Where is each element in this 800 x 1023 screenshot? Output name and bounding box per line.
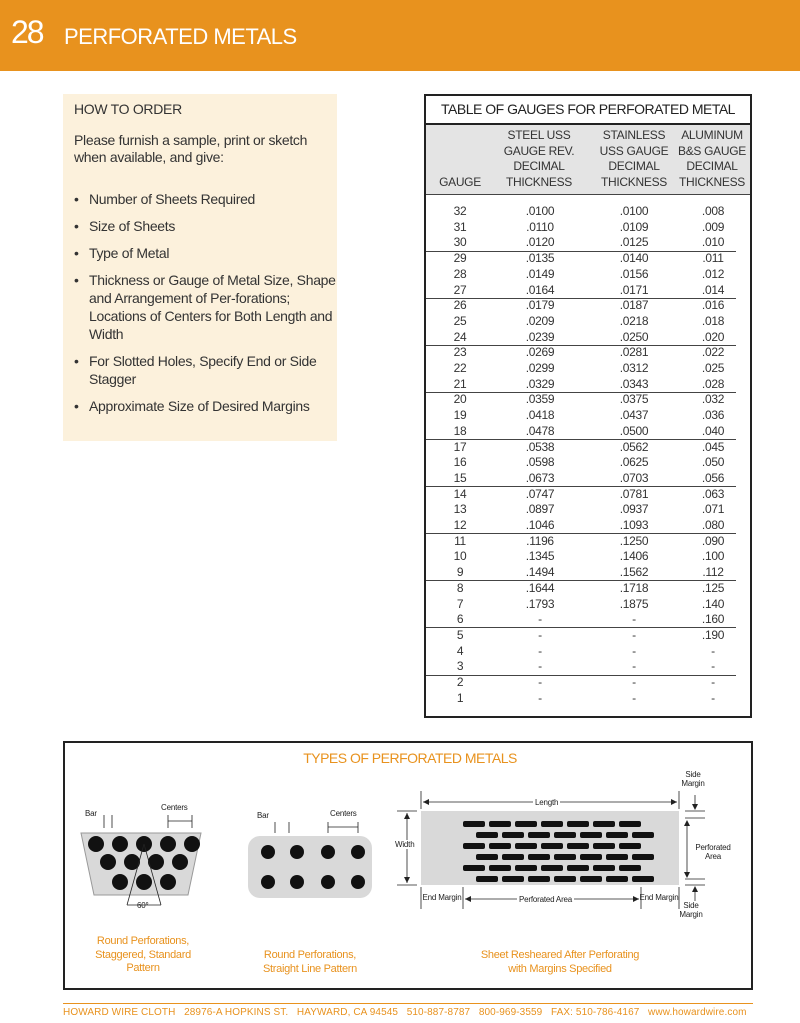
- page-number: 28: [11, 14, 43, 50]
- stainless-cell: .0140: [619, 251, 649, 266]
- table-row: [426, 455, 750, 471]
- footer-address: 28976-A HOPKINS ST.: [184, 1007, 289, 1018]
- steel-cell: .0100: [525, 204, 555, 218]
- table-row: [426, 691, 750, 707]
- staggered-centers-label: Centers: [161, 803, 188, 812]
- aluminum-cell: -: [711, 643, 715, 658]
- aluminum-cell: .100: [701, 549, 725, 564]
- gauge-cell: 9: [456, 565, 464, 580]
- footer-web-link[interactable]: www.howardwire.com: [648, 1007, 747, 1018]
- steel-cell: .0747: [525, 486, 555, 501]
- types-title: TYPES OF PERFORATED METALS: [303, 750, 517, 766]
- gauge-cell: 5: [456, 627, 464, 642]
- steel-cell: .0110: [526, 219, 554, 234]
- stainless-cell: .0218: [619, 313, 649, 328]
- table-row: [426, 424, 750, 440]
- how-to-order-intro: Please furnish a sample, print or sketch when available, and give:: [74, 132, 308, 165]
- gauge-table-header: [426, 125, 750, 195]
- staggered-bar-label: Bar: [85, 809, 97, 818]
- staggered-pattern: [81, 815, 201, 905]
- order-item: • Number of Sheets Required: [74, 191, 256, 207]
- perforated-area-side-label: Perforated Area: [695, 843, 731, 861]
- gauge-cell: 7: [456, 596, 464, 611]
- steel-cell: .0179: [525, 298, 555, 313]
- steel-cell: .0329: [525, 376, 555, 391]
- side-margin-bottom-label: Side Margin: [679, 901, 703, 919]
- gauge-cell: 12: [453, 518, 467, 532]
- table-row: [426, 518, 750, 534]
- stainless-cell: .0281: [619, 345, 649, 360]
- gauge-cell: 31: [453, 219, 467, 234]
- table-row: [426, 235, 750, 251]
- aluminum-cell: .071: [701, 502, 725, 517]
- staggered-caption: Round Perforations, Staggered, Standard Pattern: [95, 935, 191, 974]
- stainless-cell: -: [632, 643, 636, 658]
- perforated-area-bottom-label: Perforated Area: [519, 895, 573, 904]
- aluminum-cell: .140: [701, 596, 725, 611]
- steel-cell: .0269: [525, 345, 555, 360]
- stainless-cell: -: [632, 659, 636, 674]
- gauge-cell: 32: [453, 204, 467, 218]
- steel-cell: .0299: [525, 361, 555, 375]
- stainless-cell: .0781: [619, 486, 649, 501]
- steel-cell: .1494: [525, 565, 555, 580]
- gauge-cell: 23: [453, 345, 467, 360]
- table-row: [426, 204, 750, 220]
- aluminum-cell: .080: [701, 518, 725, 532]
- width-label: Width: [395, 840, 415, 849]
- header-gauge: GAUGE: [439, 175, 481, 189]
- gauge-cell: 3: [456, 659, 464, 674]
- stainless-cell: .1406: [619, 549, 649, 564]
- aluminum-cell: .190: [701, 627, 725, 642]
- stainless-cell: .0500: [619, 423, 649, 438]
- aluminum-cell: .160: [701, 612, 725, 627]
- page-title: PERFORATED METALS: [64, 24, 297, 49]
- gauge-cell: 16: [453, 455, 467, 470]
- aluminum-cell: .050: [701, 455, 725, 470]
- table-row: [426, 581, 750, 597]
- gauge-cell: 4: [456, 643, 464, 658]
- stainless-cell: .0125: [619, 235, 649, 250]
- aluminum-cell: .040: [701, 423, 725, 438]
- steel-cell: .0149: [525, 266, 555, 281]
- gauge-cell: 27: [453, 282, 467, 297]
- table-row: [426, 628, 750, 644]
- stainless-cell: -: [632, 627, 636, 642]
- stainless-cell: .0343: [619, 376, 649, 391]
- gauge-cell: 15: [453, 470, 467, 485]
- gauge-cell: 29: [453, 251, 467, 266]
- table-row: [426, 549, 750, 565]
- footer-tollfree: 800-969-3559: [478, 1007, 543, 1018]
- how-to-order-box: [63, 94, 337, 441]
- aluminum-cell: -: [711, 659, 715, 674]
- types-box: [63, 741, 753, 990]
- stainless-cell: -: [632, 612, 636, 627]
- steel-cell: .1345: [525, 549, 555, 564]
- aluminum-cell: -: [711, 675, 715, 689]
- aluminum-cell: .011: [702, 251, 724, 266]
- page-footer: [63, 1007, 753, 1018]
- how-to-order-title: HOW TO ORDER: [74, 101, 182, 117]
- steel-cell: .0673: [525, 470, 555, 485]
- staggered-angle-label: 60°: [137, 901, 149, 910]
- steel-cell: .0418: [525, 408, 555, 423]
- stainless-cell: .1875: [619, 596, 649, 611]
- stainless-cell: .0937: [619, 502, 649, 517]
- aluminum-cell: .045: [701, 439, 725, 454]
- steel-cell: .0598: [525, 455, 555, 470]
- steel-cell: -: [538, 675, 542, 689]
- steel-cell: .0164: [525, 282, 555, 297]
- footer-phone: 510-887-8787: [406, 1007, 471, 1018]
- gauge-cell: 26: [453, 298, 467, 313]
- gauge-cell: 10: [453, 549, 467, 564]
- stainless-cell: .0312: [619, 361, 649, 375]
- gauge-cell: 17: [453, 439, 467, 454]
- steel-cell: .0135: [525, 251, 555, 266]
- table-row: [426, 283, 750, 299]
- table-row: [426, 675, 750, 691]
- stainless-cell: -: [632, 675, 636, 689]
- gauge-cell: 25: [453, 313, 467, 328]
- gauge-table-title: TABLE OF GAUGES FOR PERFORATED METAL: [426, 96, 750, 125]
- order-item: • Thickness or Gauge of Metal Size, Shape and Arrangement of Per-forations; Locations of Centers for Both Length and Width: [74, 272, 336, 342]
- aluminum-cell: .063: [701, 486, 725, 501]
- how-to-order-list: [74, 190, 336, 424]
- table-row: [426, 377, 750, 393]
- table-row: [426, 345, 750, 361]
- aluminum-cell: .020: [701, 329, 725, 344]
- steel-cell: -: [538, 627, 542, 642]
- steel-cell: .0478: [525, 423, 555, 438]
- stainless-cell: .0100: [619, 204, 649, 218]
- stainless-cell: .0171: [619, 282, 649, 297]
- order-item: • For Slotted Holes, Specify End or Side Stagger: [74, 353, 317, 387]
- stainless-cell: .1250: [619, 533, 649, 548]
- steel-cell: .0209: [525, 313, 555, 328]
- table-row: [426, 251, 750, 267]
- steel-cell: .0120: [525, 235, 555, 250]
- steel-cell: .1196: [526, 533, 554, 548]
- steel-cell: .0359: [525, 392, 555, 407]
- aluminum-cell: .112: [702, 565, 724, 580]
- steel-cell: .1644: [525, 580, 555, 595]
- table-row: [426, 612, 750, 628]
- gauge-cell: 28: [453, 266, 467, 281]
- stainless-cell: .0250: [619, 329, 649, 344]
- steel-cell: .1046: [525, 518, 555, 532]
- order-item: • Size of Sheets: [74, 218, 176, 234]
- stainless-cell: -: [632, 690, 636, 705]
- steel-cell: .1793: [525, 596, 555, 611]
- aluminum-cell: .028: [701, 376, 725, 391]
- order-item: • Type of Metal: [74, 245, 170, 261]
- stainless-cell: .0437: [619, 408, 649, 423]
- stainless-cell: .0625: [619, 455, 649, 470]
- gauge-cell: 6: [456, 612, 464, 627]
- table-row: [426, 392, 750, 408]
- aluminum-cell: .016: [701, 298, 725, 313]
- straight-centers-label: Centers: [330, 809, 357, 818]
- end-margin-right-label: End Margin: [639, 893, 679, 902]
- aluminum-cell: .010: [701, 235, 725, 250]
- table-row: [426, 502, 750, 518]
- gauge-table: [424, 94, 752, 718]
- table-row: [426, 487, 750, 503]
- side-margin-top-label: Side Margin: [681, 770, 705, 788]
- steel-cell: -: [538, 612, 542, 627]
- aluminum-cell: .008: [701, 204, 725, 218]
- table-row: [426, 440, 750, 456]
- gauge-cell: 20: [453, 392, 467, 407]
- straight-bar-label: Bar: [257, 811, 269, 820]
- aluminum-cell: .012: [701, 266, 725, 281]
- aluminum-cell: .014: [701, 282, 725, 297]
- table-row: [426, 565, 750, 581]
- gauge-cell: 30: [453, 235, 467, 250]
- stainless-cell: .0375: [619, 392, 649, 407]
- table-row: [426, 408, 750, 424]
- table-row: [426, 597, 750, 613]
- header-steel: STEEL USS GAUGE REV. DECIMAL THICKNESS: [503, 128, 575, 189]
- steel-cell: .0897: [525, 502, 555, 517]
- stainless-cell: .0562: [619, 439, 649, 454]
- order-item: • Approximate Size of Desired Margins: [74, 398, 310, 414]
- aluminum-cell: .009: [701, 219, 725, 234]
- table-row: [426, 361, 750, 377]
- gauge-cell: 24: [453, 329, 467, 344]
- table-row: [426, 220, 750, 236]
- table-row: [426, 298, 750, 314]
- steel-cell: -: [538, 690, 542, 705]
- footer-city: HAYWARD, CA 94545: [296, 1007, 399, 1018]
- table-row: [426, 330, 750, 346]
- steel-cell: .0239: [525, 329, 555, 344]
- stainless-cell: .1093: [619, 518, 649, 532]
- gauge-cell: 18: [453, 423, 467, 438]
- steel-cell: .0538: [525, 439, 555, 454]
- stainless-cell: .1562: [619, 565, 649, 580]
- gauge-cell: 1: [456, 690, 464, 705]
- gauge-cell: 21: [453, 376, 467, 391]
- gauge-cell: 11: [454, 533, 466, 548]
- table-row: [426, 644, 750, 660]
- stainless-cell: .0187: [619, 298, 649, 313]
- header-stainless: STAINLESS USS GAUGE DECIMAL THICKNESS: [599, 128, 669, 189]
- gauge-cell: 8: [456, 580, 464, 595]
- aluminum-cell: .056: [701, 470, 725, 485]
- gauge-cell: 22: [453, 361, 467, 375]
- aluminum-cell: .125: [701, 580, 725, 595]
- table-row: [426, 659, 750, 675]
- stainless-cell: .1718: [619, 580, 649, 595]
- aluminum-cell: .025: [701, 361, 725, 375]
- gauge-cell: 13: [453, 502, 467, 517]
- gauge-cell: 2: [456, 675, 464, 689]
- footer-fax: FAX: 510-786-4167: [550, 1007, 640, 1018]
- table-row: [426, 314, 750, 330]
- resheared-sheet: [397, 791, 705, 909]
- aluminum-cell: -: [711, 690, 715, 705]
- aluminum-cell: .090: [701, 533, 725, 548]
- aluminum-cell: .018: [701, 313, 725, 328]
- straight-pattern: [248, 822, 372, 898]
- aluminum-cell: .036: [701, 408, 725, 423]
- aluminum-cell: .032: [701, 392, 725, 407]
- table-row: [426, 267, 750, 283]
- length-label: Length: [535, 798, 559, 807]
- steel-cell: -: [538, 643, 542, 658]
- footer-company: HOWARD WIRE CLOTH: [63, 1007, 176, 1018]
- steel-cell: -: [538, 659, 542, 674]
- gauge-cell: 14: [453, 486, 467, 501]
- end-margin-left-label: End Margin: [422, 893, 462, 902]
- aluminum-cell: .022: [701, 345, 725, 360]
- stainless-cell: .0109: [619, 219, 649, 234]
- table-row: [426, 471, 750, 487]
- stainless-cell: .0156: [619, 266, 649, 281]
- straight-caption: Round Perforations, Straight Line Pattern: [263, 949, 357, 975]
- table-row: [426, 534, 750, 550]
- footer-divider: [63, 1003, 753, 1004]
- resheared-caption: Sheet Resheared After Perforating with Margins Specified: [480, 949, 640, 975]
- gauge-cell: 19: [453, 408, 467, 423]
- header-aluminum: ALUMINUM B&S GAUGE DECIMAL THICKNESS: [678, 128, 746, 189]
- page-header: [0, 0, 800, 71]
- stainless-cell: .0703: [619, 470, 649, 485]
